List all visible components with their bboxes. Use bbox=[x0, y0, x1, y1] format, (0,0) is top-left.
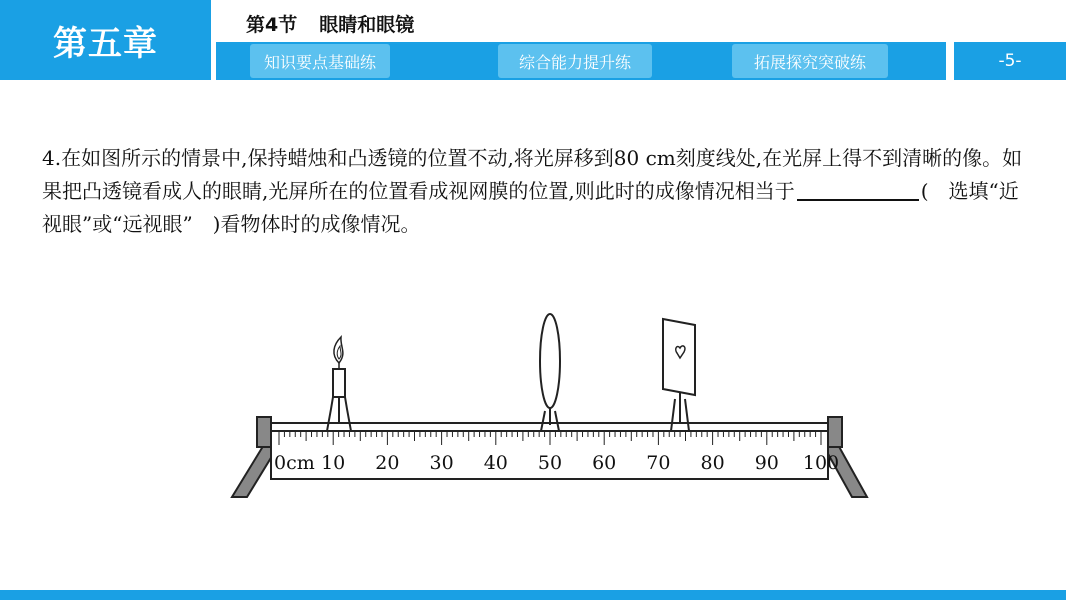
convex-lens bbox=[540, 314, 560, 431]
page-number: -5- bbox=[954, 42, 1066, 80]
ruler-label: 40 bbox=[483, 452, 508, 474]
left-end-block bbox=[257, 417, 271, 447]
ruler-label: 10 bbox=[321, 452, 346, 474]
question-text-before: 4.在如图所示的情景中,保持蜡烛和凸透镜的位置不动,将光屏移到80 cm刻度线处,在光屏上得不到清晰的像。如果把凸透镜看成人的眼睛,光屏所在的位置看成视网膜的位置,则此时的成像情况相当于 bbox=[42, 146, 1023, 203]
right-end-block bbox=[828, 417, 842, 447]
ruler-label: 80 bbox=[700, 452, 725, 474]
tab-ability-practice[interactable]: 综合能力提升练 bbox=[498, 44, 652, 78]
bottom-bar bbox=[0, 590, 1066, 600]
question-text-after: ( 选填“近视眼”或“远视眼” )看物体时的成像情况。 bbox=[42, 179, 1019, 236]
header bbox=[216, 0, 1066, 80]
ruler-label: 70 bbox=[646, 452, 671, 474]
ruler-label: 20 bbox=[375, 452, 400, 474]
light-screen bbox=[663, 319, 695, 431]
ruler-label: 50 bbox=[537, 452, 563, 474]
ruler-label: 60 bbox=[592, 452, 617, 474]
section-heading bbox=[246, 10, 414, 37]
question-text bbox=[42, 142, 1032, 241]
optical-bench-figure bbox=[225, 305, 875, 500]
ruler-label: 30 bbox=[429, 452, 454, 474]
answer-blank[interactable] bbox=[797, 179, 919, 201]
section-number: 第4节 bbox=[246, 14, 298, 36]
chapter-title: 第五章 bbox=[0, 0, 211, 80]
ruler-label: 100 bbox=[802, 452, 840, 474]
section-title: 眼睛和眼镜 bbox=[319, 14, 415, 36]
ruler-label: 90 bbox=[754, 452, 779, 474]
ruler-label: 0cm bbox=[274, 452, 315, 474]
tab-explore-practice[interactable]: 拓展探究突破练 bbox=[732, 44, 888, 78]
tab-basic-practice[interactable]: 知识要点基础练 bbox=[250, 44, 390, 78]
candle bbox=[327, 337, 351, 431]
